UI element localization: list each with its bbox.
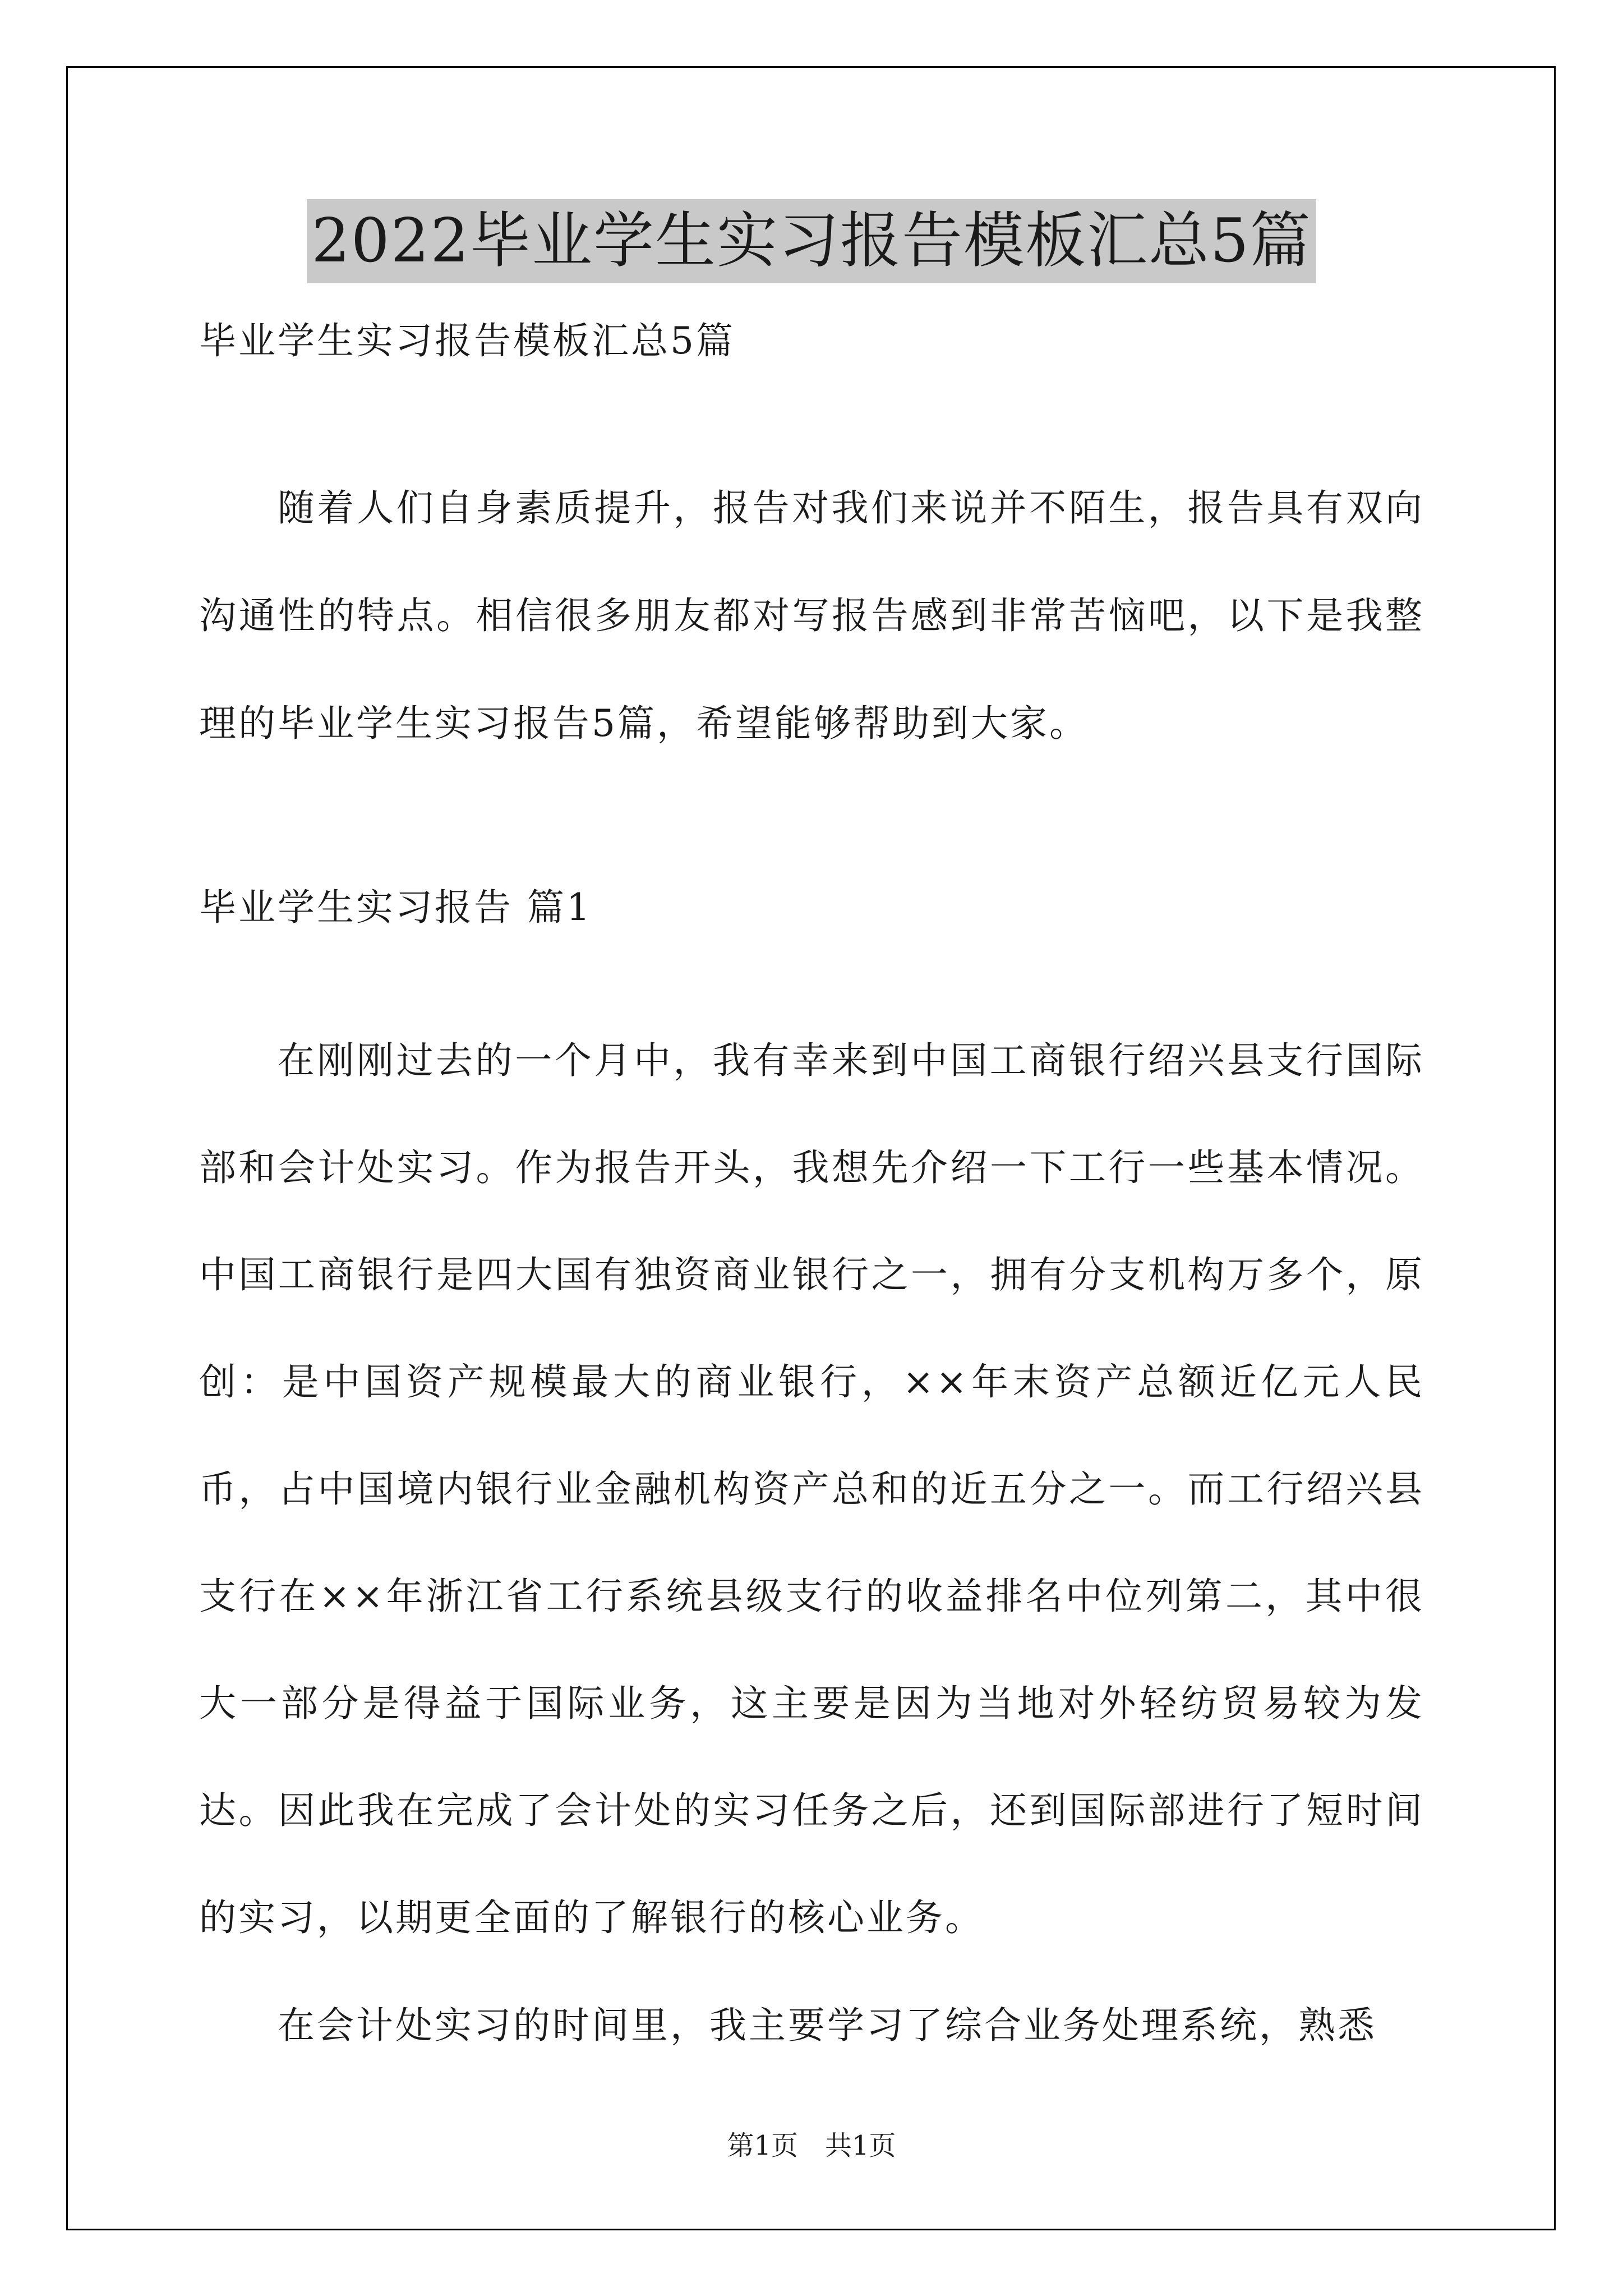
- page-footer: [0, 2129, 1623, 2162]
- page-indicator: 第1页 共1页: [727, 2130, 896, 2161]
- intro-paragraph: 随着人们自身素质提升，报告对我们来说并不陌生，报告具有双向沟通性的特点。相信很多朋友都对写报告感到非常苦恼吧，以下是我整理的毕业学生实习报告5篇，希望能够帮助到大家。: [199, 486, 1424, 745]
- document-title: 2022毕业学生实习报告模板汇总5篇: [307, 199, 1316, 283]
- body-paragraph-1: 在刚刚过去的一个月中，我有幸来到中国工商银行绍兴县支行国际部和会计处实习。作为报告开头，我想先介绍一下工行一些基本情况。中国工商银行是四大国有独资商业银行之一，拥有分支机构万多个，原创：是中国资产规模最大的商业银行，××年末资产总额近亿元人民币，占中国境内银行业金融机构资产总和的近五分之一。而工行绍兴县支行在××年浙江省工行系统县级支行的收益排名中位列第二，其中很大一部分是得益于国际业务，这主要是因为当地对外轻纺贸易较为发达。因此我在完成了会计处的实习任务之后，还到国际部进行了短时间的实习，以期更全面的了解银行的核心业务。: [199, 1039, 1424, 1939]
- body-paragraph-2: 在会计处实习的时间里，我主要学习了综合业务处理系统，熟悉: [278, 2004, 1377, 2047]
- title-container: [0, 199, 1623, 283]
- document-subtitle: 毕业学生实习报告模板汇总5篇: [199, 319, 735, 362]
- section-heading: 毕业学生实习报告 篇1: [199, 886, 592, 929]
